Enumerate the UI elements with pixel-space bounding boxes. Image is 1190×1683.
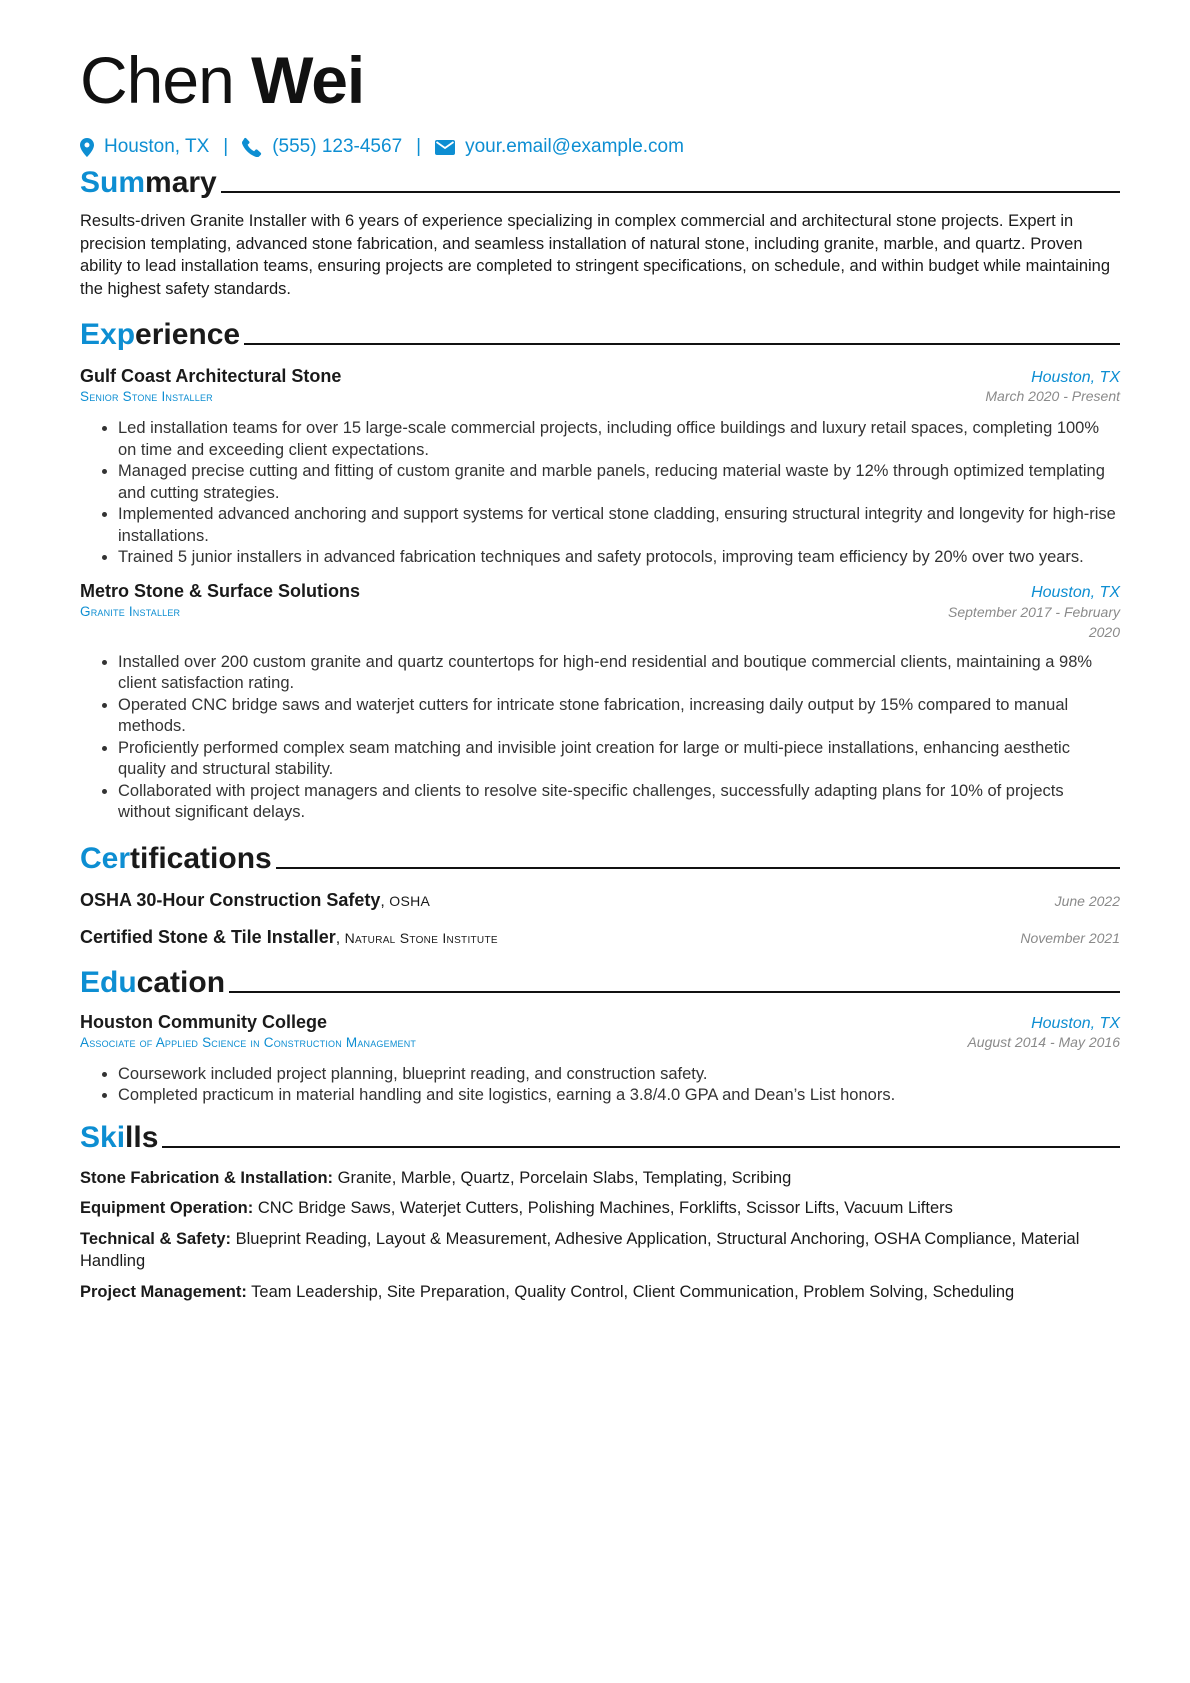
job-dates: September 2017 - February 2020 <box>948 603 1120 640</box>
section-skills <box>80 1119 1120 1157</box>
school-location: Houston, TX <box>1031 1014 1120 1032</box>
first-name: Chen <box>80 43 234 117</box>
section-title: Experience <box>80 316 244 354</box>
skill-category: Equipment Operation: <box>80 1199 254 1217</box>
contact-separator: | <box>416 136 422 157</box>
job-location: Houston, TX <box>1031 369 1120 386</box>
phone-text: (555) 123-4567 <box>272 136 403 157</box>
section-rule <box>80 191 1120 193</box>
contact-location <box>80 136 209 158</box>
email-link[interactable]: your.email@example.com <box>465 136 684 157</box>
skill-category: Technical & Safety: <box>80 1229 231 1248</box>
experience-entry <box>80 366 1120 569</box>
location-text: Houston, TX <box>104 136 210 157</box>
phone-icon <box>242 137 262 157</box>
job-title: Senior Stone Installer <box>80 389 213 404</box>
resume-page <box>80 38 1120 1303</box>
list-item: • Trained 5 junior installers in advanced fabrication techniques and safety protocols, improving team efficiency by 20% over two years. <box>118 547 1120 569</box>
section-title: Summary <box>80 164 221 202</box>
contact-separator: | <box>223 136 229 157</box>
skill-category: Project Management: <box>80 1282 247 1301</box>
list-item: • Led installation teams for over 15 large-scale commercial projects, including office buildings and luxury retail spaces, completing 100% on time and exceeding client expectations. <box>118 418 1120 461</box>
education-bullets <box>80 1064 1120 1107</box>
employer-name: Metro Stone & Surface Solutions <box>80 580 361 601</box>
section-title: Certifications <box>80 840 276 878</box>
education-dates: August 2014 - May 2016 <box>967 1033 1120 1050</box>
contact-email[interactable] <box>435 136 684 158</box>
last-name: Wei <box>251 43 365 117</box>
skill-items: Blueprint Reading, Layout & Measurement, Adhesive Application, Structural Anchoring, OSHA Compliance, Material Handling <box>80 1229 1080 1270</box>
list-item: • Coursework included project planning, blueprint reading, and construction safety. <box>118 1064 1120 1086</box>
certification-item: Certified Stone & Tile Installer, Natural Stone Institute November 2021 <box>80 926 1120 947</box>
job-bullets <box>80 418 1120 569</box>
education-entry <box>80 1012 1120 1107</box>
skill-items: Team Leadership, Site Preparation, Quality Control, Client Communication, Problem Solving, Scheduling <box>251 1282 1015 1301</box>
skill-category: Stone Fabrication & Installation: <box>80 1168 334 1187</box>
summary-text: Results-driven Granite Installer with 6 years of experience specializing in complex commercial and architectural stone projects. Expert in precision templating, advanced stone fabrication, and seamless installation of natural stone, including granite, marble, and quartz. Proven ability to lead installation teams, ensuring projects are completed to stringent specifications, on schedule, and within budget while maintaining the highest safety standards. <box>80 212 1111 298</box>
list-item: • Proficiently performed complex seam matching and invisible joint creation for large or multi-piece installations, enhancing aesthetic quality and structural stability. <box>118 738 1120 781</box>
section-education <box>80 964 1120 1002</box>
certification-name: Certified Stone & Tile Installer <box>80 926 336 947</box>
certification-item: OSHA 30-Hour Construction Safety, OSHA June 2022 <box>80 889 1120 910</box>
job-title: Granite Installer <box>80 603 181 619</box>
list-item: • Collaborated with project managers and clients to resolve site-specific challenges, successfully adapting plans for 10% of projects without significant delays. <box>118 781 1120 824</box>
map-pin-icon <box>80 138 94 157</box>
certification-date: November 2021 <box>1020 929 1120 946</box>
contact-phone[interactable] <box>242 136 402 158</box>
section-experience <box>80 316 1120 354</box>
skill-row <box>80 1167 1120 1190</box>
contact-bar <box>80 132 1120 162</box>
list-item: • Managed precise cutting and fitting of custom granite and marble panels, reducing material waste by 12% through optimized templating and cutting strategies. <box>118 461 1120 504</box>
employer-name: Gulf Coast Architectural Stone <box>80 366 342 386</box>
list-item: • Operated CNC bridge saws and waterjet cutters for intricate stone fabrication, increasing daily output by 15% compared to manual methods. <box>118 695 1120 738</box>
job-bullets <box>80 652 1120 824</box>
section-certifications <box>80 840 1120 878</box>
skill-items: Granite, Marble, Quartz, Porcelain Slabs, Templating, Scribing <box>337 1168 792 1187</box>
certification-date: June 2022 <box>1054 892 1120 909</box>
skill-row <box>80 1281 1120 1304</box>
list-item: • Installed over 200 custom granite and quartz countertops for high-end residential and boutique commercial clients, maintaining a 98% client satisfaction rating. <box>118 652 1120 695</box>
job-dates: March 2020 - Present <box>985 388 1120 404</box>
certification-issuer: Natural Stone Institute <box>344 929 498 946</box>
skill-items: CNC Bridge Saws, Waterjet Cutters, Polishing Machines, Forklifts, Scissor Lifts, Vacuum Lifters <box>257 1199 953 1217</box>
list-item: • Implemented advanced anchoring and support systems for vertical stone cladding, ensuring structural integrity and longevity for high-rise installations. <box>118 504 1120 547</box>
section-rule <box>80 1146 1120 1148</box>
skill-row <box>80 1197 1120 1220</box>
degree: Associate of Applied Science in Construction Management <box>80 1034 417 1050</box>
job-location: Houston, TX <box>1031 583 1120 601</box>
section-rule <box>80 991 1120 993</box>
section-title: Education <box>80 964 229 1002</box>
certification-issuer: OSHA <box>389 892 431 909</box>
skill-row <box>80 1228 1120 1273</box>
certification-name: OSHA 30-Hour Construction Safety <box>80 889 381 910</box>
section-title: Skills <box>80 1119 162 1157</box>
envelope-icon <box>435 140 455 155</box>
section-summary <box>80 164 1120 202</box>
list-item: • Completed practicum in material handling and site logistics, earning a 3.8/4.0 GPA and Dean’s List honors. <box>118 1085 1120 1107</box>
school-name: Houston Community College <box>80 1011 327 1032</box>
candidate-name <box>80 38 1120 122</box>
experience-entry <box>80 581 1120 824</box>
